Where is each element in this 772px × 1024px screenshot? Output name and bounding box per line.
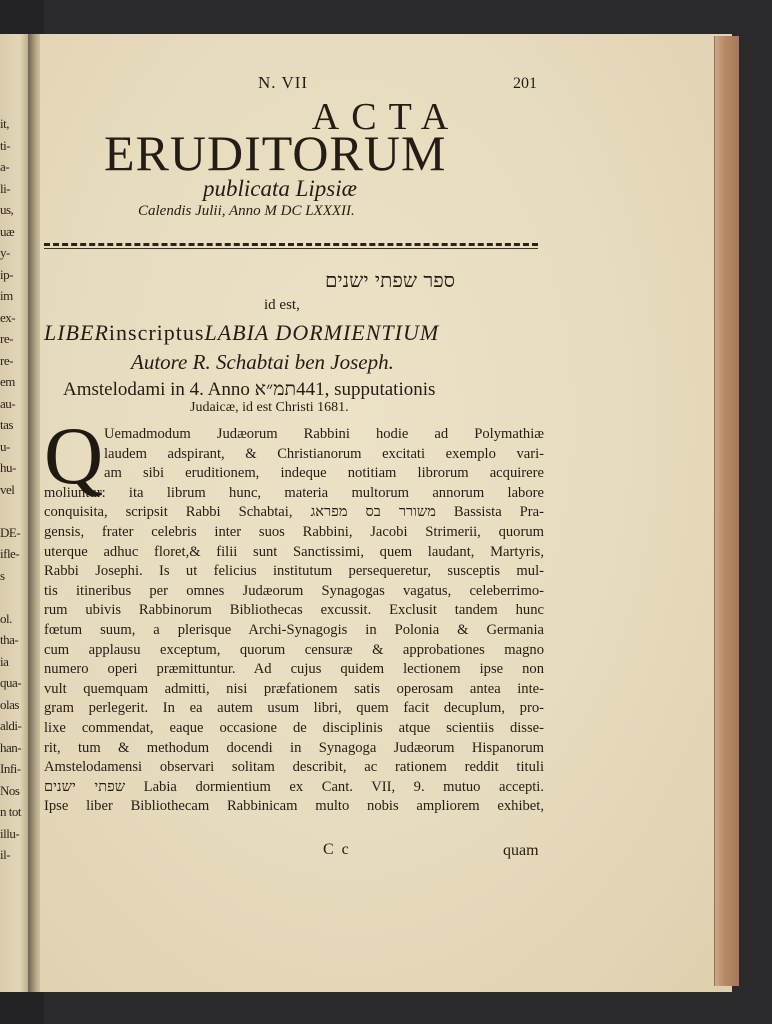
publication-year: 441, supputationis	[296, 379, 436, 400]
previous-page-fragment: ex-	[0, 309, 16, 325]
christian-year: Judaicæ, id est Christi 1681.	[190, 400, 349, 415]
body-line: conquisita, scripsit Rabbi Schabtai, משורר בס מפראג Bassista Pra-	[44, 504, 544, 521]
page-fore-edge	[714, 36, 739, 986]
id-est: id est,	[264, 297, 300, 313]
previous-page-fragment: ti-	[0, 137, 11, 153]
page-number: 201	[513, 75, 537, 92]
journal-title-eruditorum: ERUDITORUM	[104, 125, 447, 181]
body-line: am sibi eruditionem, indeque notitiam librorum acquirere	[104, 465, 544, 482]
previous-page-fragment: au-	[0, 395, 16, 411]
body-line: fœtum suum, a plerisque Archi-Synagogis in Polonia & Germania	[44, 621, 544, 638]
previous-page-fragment: u-	[0, 438, 10, 454]
previous-page-fragment: DE-	[0, 524, 21, 540]
previous-page-fragment: Nos	[0, 782, 20, 798]
previous-page-fragment: us,	[0, 202, 14, 217]
previous-page-fragment: ifle-	[0, 546, 20, 561]
body-line: moliuntur: ita librum hunc, materia multorum annorum labore	[44, 484, 544, 501]
liber-title: LABIA DORMIENTIUM	[204, 320, 440, 345]
previous-page-fragment: Infi-	[0, 761, 21, 776]
previous-page-fragment: y-	[0, 245, 10, 260]
body-line: tis itineribus per omnes Judæorum Synagogas vagatus, celeberrimo-	[44, 582, 544, 599]
previous-page-fragment: ol.	[0, 610, 12, 626]
previous-page-fragment: im	[0, 288, 13, 303]
previous-page-edge	[0, 34, 30, 992]
catchword: quam	[503, 842, 539, 859]
journal-title-acta: ACTA	[311, 96, 461, 138]
previous-page-fragment: hu-	[0, 460, 16, 475]
body-line: cum applausu exceptum, quorum censuræ & approbationes magno	[44, 641, 544, 658]
publication-line	[63, 378, 435, 401]
previous-page-fragment: uæ	[0, 223, 15, 239]
body-line: uterque adhuc floret,& filii sunt Sanctissimi, quem laudant, Martyris,	[44, 543, 544, 560]
previous-page-fragment: tas	[0, 417, 13, 432]
previous-page-fragment: aldi-	[0, 718, 22, 733]
title-rule	[44, 243, 538, 246]
body-line: Rabbi Josephi. Is ut felicius institutum persequeretur, susceptis mul-	[44, 563, 544, 580]
liber-prefix: LIBER	[44, 320, 109, 345]
body-line: rum ubivis Rabbinorum Bibliothecas excussit. Exclusit tandem hunc	[44, 602, 544, 619]
journal-subtitle: publicata Lipsiæ	[203, 176, 357, 201]
article-heading	[44, 320, 439, 346]
body-line: laudem adspirant, & Christianorum excitati exemplo vari-	[104, 445, 544, 462]
body-line: vult quemquam admitti, nisi præfationem satis operosam antea inte-	[44, 680, 544, 697]
body-line: Amstelodamensi observari solitam describit, ac rationem reddit tituli	[44, 759, 544, 776]
previous-page-fragment: ip-	[0, 266, 13, 282]
body-line: Uemadmodum Judæorum Rabbini hodie ad Polymathiæ	[104, 426, 544, 442]
signature-mark: C c	[323, 841, 351, 858]
previous-page-fragment: illu-	[0, 825, 20, 841]
previous-page-fragment: re-	[0, 352, 13, 368]
liber-middle: inscriptus	[108, 320, 205, 345]
body-line: rit, tum & methodum docendi in Synagoga Judæorum Hispanorum	[44, 739, 544, 756]
previous-page-fragment: re-	[0, 331, 13, 346]
issue-number: N. VII	[258, 73, 309, 92]
title-rule-thin	[44, 248, 538, 249]
previous-page-fragment: s	[0, 567, 5, 583]
body-line: gensis, frater celebris inter suos Rabbini, Jacobi Strimerii, quorum	[44, 523, 544, 540]
publication-place: Amstelodami in 4. Anno	[63, 379, 250, 400]
previous-page-fragment: li-	[0, 180, 11, 196]
article-body	[44, 425, 544, 817]
hebrew-year: תמ״א	[254, 378, 297, 400]
previous-page-fragment: vel	[0, 481, 15, 497]
previous-page-fragment: em	[0, 374, 15, 389]
drop-cap: Q	[44, 410, 104, 501]
previous-page-fragment: olas	[0, 696, 19, 712]
previous-page-fragment: ia	[0, 653, 9, 669]
article-author: Autore R. Schabtai ben Joseph.	[131, 350, 394, 374]
hebrew-book-title: ספר שפתי ישנים	[324, 268, 456, 292]
previous-page-fragment: il-	[0, 847, 11, 862]
previous-page-fragment: it,	[0, 116, 9, 131]
previous-page-fragment: han-	[0, 739, 22, 755]
body-line: lixe commendat, eaque occasione de disciplinis atque scientiis disse-	[44, 719, 544, 736]
journal-dateline: Calendis Julii, Anno M DC LXXXII.	[138, 203, 355, 219]
body-line: gram perlegerit. In ea autem usum libri, quem facit decuplum, pro-	[44, 700, 544, 717]
body-line: שפתי ישנים Labia dormientium ex Cant. VII, 9. mutuo accepti.	[44, 778, 544, 795]
previous-page-fragment: n tot	[0, 804, 21, 819]
body-line: Ipse liber Bibliothecam Rabbinicam multo nobis ampliorem exhibet,	[44, 798, 544, 815]
previous-page-fragment: tha-	[0, 632, 19, 647]
previous-page-fragment: a-	[0, 159, 10, 174]
previous-page-fragment: qua-	[0, 675, 22, 690]
body-line: numero operi præmittuntur. Ad cujus quidem lectionem ipse non	[44, 661, 544, 678]
